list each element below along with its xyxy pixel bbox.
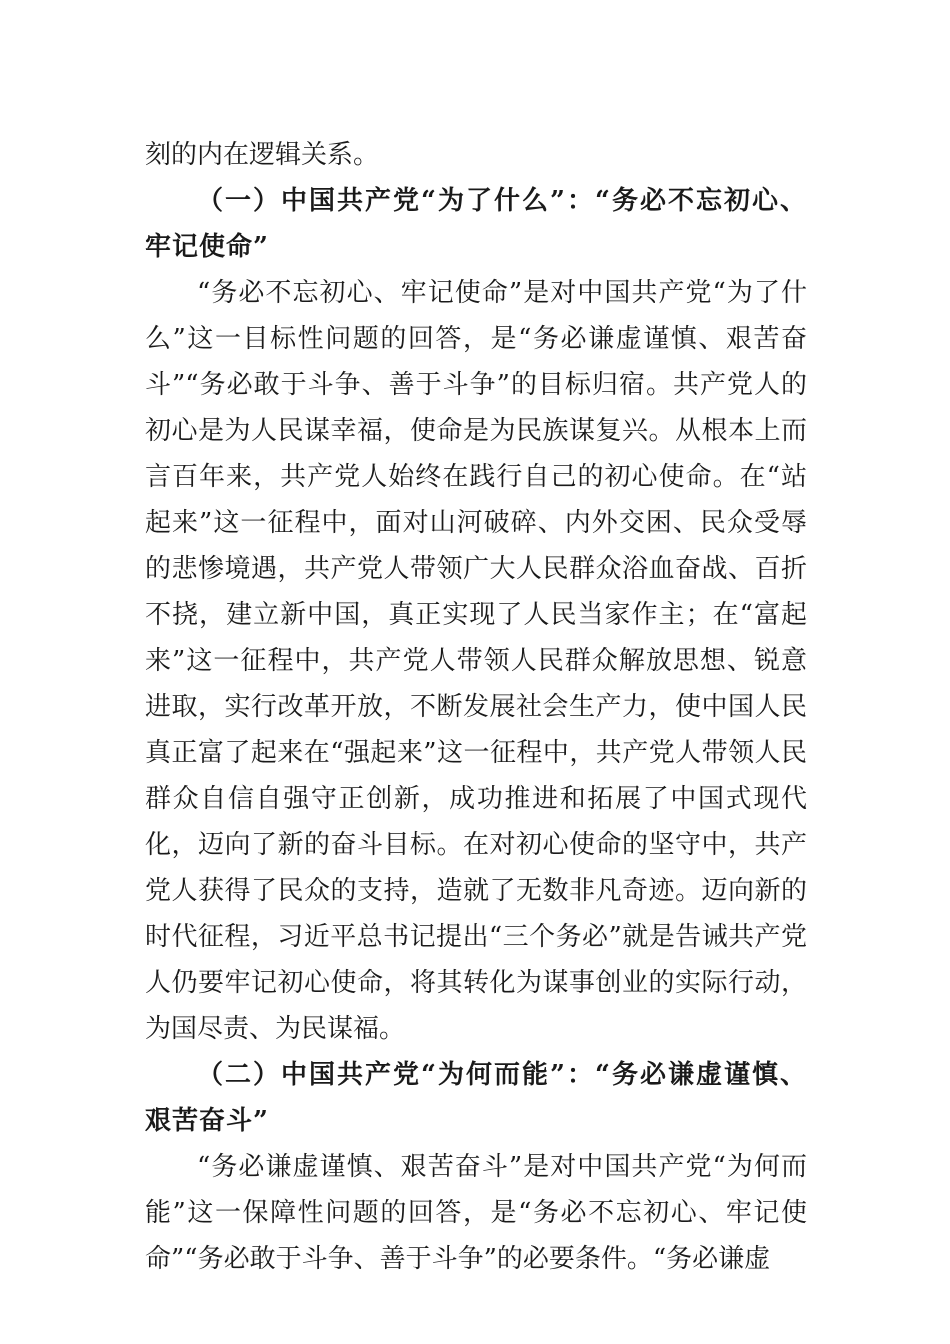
paragraph-section-one: “务必不忘初心、牢记使命”是对中国共产党“为了什么”这一目标性问题的回答，是“务必谦虚谨慎、艰苦奋斗”“务必敢于斗争、善于斗争”的目标归宿。共产党人的初心是为人民谋幸福，使命是为民族谋复兴。从根本上而言百年来，共产党人始终在践行自己的初心使命。在“站起来”这一征程中，面对山河破碎、内外交困、民众受辱的悲惨境遇，共产党人带领广大人民群众浴血奋战、百折不挠，建立新中国，真正实现了人民当家作主；在“富起来”这一征程中，共产党人带领人民群众解放思想、锐意进取，实行改革开放，不断发展社会生产力，使中国人民真正富了起来在“强起来”这一征程中，共产党人带领人民群众自信自强守正创新，成功推进和拓展了中国式现代化，迈向了新的奋斗目标。在对初心使命的坚守中，共产党人获得了民众的支持，造就了无数非凡奇迹。迈向新的时代征程，习近平总书记提出“三个务必”就是告诫共产党人仍要牢记初心使命，将其转化为谋事创业的实际行动，为国尽责、为民谋福。 — [145, 278, 807, 1044]
section-heading-one: （一）中国共产党“为了什么”：“务必不忘初心、牢记使命” — [145, 186, 807, 262]
paragraph-section-two: “务必谦虚谨慎、艰苦奋斗”是对中国共产党“为何而能”这一保障性问题的回答，是“务必不忘初心、牢记使命”“务必敢于斗争、善于斗争”的必要条件。“务必谦虚 — [145, 1152, 807, 1274]
paragraph-continuation: 刻的内在逻辑关系。 — [145, 140, 380, 170]
document-body — [145, 132, 807, 1282]
section-heading-two: （二）中国共产党“为何而能”：“务必谦虚谨慎、艰苦奋斗” — [145, 1060, 807, 1136]
